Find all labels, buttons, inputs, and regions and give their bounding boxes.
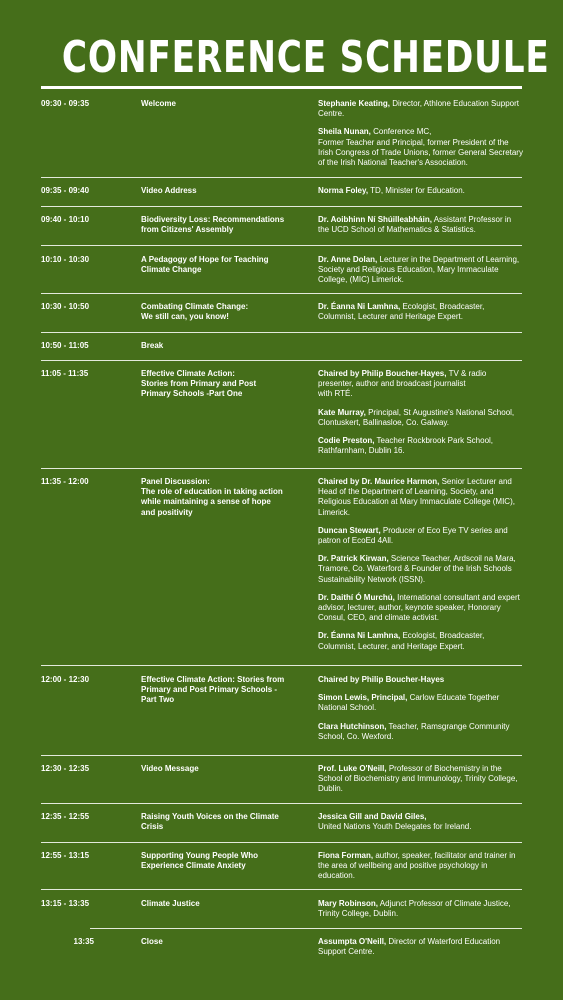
session-time: 11:35 - 12:00 — [41, 477, 89, 486]
speaker-entry — [318, 937, 523, 957]
speaker-entry — [318, 186, 523, 196]
session-title: Effective Climate Action: Stories from Primary and Post Primary Schools -Part One — [141, 369, 257, 399]
row-divider — [41, 206, 522, 207]
speaker-list — [318, 937, 523, 965]
speaker-name: Sheila Nunan, — [318, 127, 371, 137]
speaker-entry — [318, 127, 523, 168]
speaker-name: Jessica Gill and David Giles, — [318, 812, 427, 821]
session-title: Raising Youth Voices on the Climate Crisis — [141, 812, 279, 832]
speaker-entry — [318, 99, 523, 119]
speaker-name: Fiona Forman, — [318, 851, 374, 860]
speaker-list — [318, 812, 523, 840]
speaker-entry — [318, 436, 523, 456]
session-title: Panel Discussion: The role of education in taking action while maintaining a sense of hope and positivity — [141, 477, 283, 517]
speaker-detail: author, speaker, facilitator and trainer in the area of wellbeing and positive psychology in education. — [318, 851, 516, 881]
session-time: 12:35 - 12:55 — [41, 812, 90, 821]
speaker-entry — [318, 526, 523, 546]
speaker-list — [318, 215, 523, 243]
session-title: Climate Justice — [141, 899, 200, 908]
speaker-detail: Carlow Educate Together National School. — [318, 693, 500, 713]
speaker-entry — [318, 593, 523, 624]
session-title: Combating Climate Change: We still can, you know! — [141, 302, 249, 322]
speaker-name: Mary Robinson, — [318, 899, 379, 908]
speaker-entry — [318, 255, 523, 286]
speaker-entry — [318, 631, 523, 651]
speaker-entry — [318, 477, 523, 518]
row-divider — [41, 842, 522, 843]
session-time: 13:35 — [73, 937, 94, 946]
speaker-list — [318, 675, 523, 750]
session-title: Close — [141, 937, 163, 946]
session-title: Biodiversity Loss: Recommendations from Citizens' Assembly — [141, 215, 285, 235]
speaker-detail: Adjunct Professor of Climate Justice, Trinity College, Dublin. — [318, 899, 511, 919]
title-underline — [41, 86, 522, 89]
speaker-name: Kate Murray, — [318, 407, 366, 417]
session-time: 09:30 - 09:35 — [41, 99, 90, 108]
speaker-detail: Ecologist, Broadcaster, Columnist, Lecturer, and Heritage Expert. — [318, 631, 485, 651]
speaker-detail: Senior Lecturer and Head of the Department of Learning, Society, and Religious Education at Mary Immaculate College (MIC), Limerick. — [318, 477, 515, 517]
speaker-list — [318, 186, 523, 204]
speaker-detail: International consultant and expert advisor, lecturer, author, keynote speaker, Honorary Consul, CEO, and climate activist. — [318, 592, 520, 623]
speaker-list — [318, 302, 523, 330]
session-time: 10:50 - 11:05 — [41, 341, 89, 350]
speaker-detail: TV & radio presenter, author and broadcast journalist with RTÉ. — [318, 369, 487, 399]
speaker-name: Norma Foley, — [318, 186, 369, 195]
session-time: 12:30 - 12:35 — [41, 764, 90, 773]
speaker-name: Dr. Patrick Kirwan, — [318, 554, 389, 564]
row-divider — [41, 177, 522, 178]
row-divider — [41, 665, 522, 666]
speaker-name: Dr. Daithí Ó Murchú, — [318, 592, 395, 602]
speaker-entry — [318, 302, 523, 322]
session-title: Welcome — [141, 99, 176, 108]
page-title: CONFERENCE SCHEDULE — [61, 32, 550, 83]
session-title: Effective Climate Action: Stories from Primary and Post Primary Schools - Part Two — [141, 675, 285, 705]
speaker-detail: United Nations Youth Delegates for Ireland. — [318, 822, 472, 832]
speaker-detail: Lecturer in the Department of Learning, Society and Religious Education, Mary Immaculate College, (MIC) Limerick. — [318, 255, 520, 285]
session-time: 11:05 - 11:35 — [41, 369, 89, 378]
speaker-name: Stephanie Keating, — [318, 99, 391, 108]
speaker-entry — [318, 369, 523, 400]
speaker-entry — [318, 812, 523, 832]
speaker-list — [318, 899, 523, 927]
session-title: Video Message — [141, 764, 199, 773]
speaker-detail: Ecologist, Broadcaster, Columnist, Lecturer and Heritage Expert. — [318, 302, 485, 322]
speaker-name: Chaired by Philip Boucher-Hayes, — [318, 369, 447, 378]
speaker-list — [318, 99, 523, 176]
row-divider — [90, 928, 522, 929]
session-time: 12:55 - 13:15 — [41, 851, 90, 860]
session-title: Supporting Young People Who Experience Climate Anxiety — [141, 851, 259, 871]
speaker-detail: Conference MC, Former Teacher and Principal, former President of the Irish Congress of Trade Unions, former General Secretary of the Irish National Teacher's Association. — [318, 127, 523, 168]
session-time: 13:15 - 13:35 — [41, 899, 90, 908]
speaker-name: Dr. Anne Dolan, — [318, 255, 378, 264]
row-divider — [41, 245, 522, 246]
row-divider — [41, 360, 522, 361]
row-divider — [41, 803, 522, 804]
row-divider — [41, 889, 522, 890]
speaker-list — [318, 764, 523, 803]
speaker-detail: Director of Waterford Education Support Centre. — [318, 937, 501, 957]
row-divider — [41, 468, 522, 469]
speaker-name: Assumpta O'Neill, — [318, 937, 387, 946]
session-time: 09:40 - 10:10 — [41, 215, 90, 224]
speaker-detail: Director, Athlone Education Support Centre. — [318, 99, 519, 119]
speaker-entry — [318, 215, 523, 235]
speaker-name: Simon Lewis, Principal, — [318, 693, 408, 703]
session-title: A Pedagogy of Hope for Teaching Climate Change — [141, 255, 269, 275]
speaker-entry — [318, 408, 523, 428]
speaker-detail: Teacher, Ramsgrange Community School, Co. Wexford. — [318, 721, 510, 741]
speaker-entry — [318, 899, 523, 919]
speaker-name: Prof. Luke O'Neill, — [318, 764, 387, 773]
speaker-detail: Teacher Rockbrook Park School, Rathfarnham, Dublin 16. — [318, 436, 494, 456]
speaker-list — [318, 255, 523, 294]
speaker-entry — [318, 764, 523, 795]
session-time: 09:35 - 09:40 — [41, 186, 90, 195]
speaker-name: Chaired by Dr. Maurice Harmon, — [318, 477, 440, 486]
speaker-name: Dr. Éanna Ni Lamhna, — [318, 631, 401, 641]
speaker-list — [318, 851, 523, 890]
speaker-entry — [318, 554, 523, 585]
speaker-entry — [318, 722, 523, 742]
speaker-detail: Producer of Eco Eye TV series and patron of EcoEd 4All. — [318, 525, 508, 546]
session-time: 10:10 - 10:30 — [41, 255, 90, 264]
speaker-detail: Assistant Professor in the UCD School of Mathematics & Statistics. — [318, 215, 512, 235]
session-title: Break — [141, 341, 164, 350]
speaker-entry — [318, 851, 523, 882]
session-time: 12:00 - 12:30 — [41, 675, 90, 684]
speaker-detail: TD, Minister for Education. — [368, 186, 465, 195]
speaker-list — [318, 477, 523, 660]
speaker-detail: Science Teacher, Ardscoil na Mara, Tramore, Co. Waterford & Founder of the Irish Schools Sustainability Network (ISSN). — [318, 554, 516, 584]
speaker-list — [318, 369, 523, 464]
speaker-name: Dr. Éanna Ni Lamhna, — [318, 302, 401, 311]
speaker-name: Clara Hutchinson, — [318, 721, 387, 731]
speaker-name: Chaired by Philip Boucher-Hayes — [318, 675, 445, 684]
row-divider — [41, 332, 522, 333]
speaker-entry — [318, 693, 523, 713]
speaker-detail: Professor of Biochemistry in the School of Biochemistry and Immunology, Trinity College, Dublin. — [318, 764, 518, 794]
session-title: Video Address — [141, 186, 197, 195]
speaker-detail: Principal, St Augustine's National School, Clontuskert, Ballinasloe, Co. Galway. — [318, 407, 515, 427]
speaker-name: Duncan Stewart, — [318, 525, 381, 535]
row-divider — [41, 755, 522, 756]
session-time: 10:30 - 10:50 — [41, 302, 90, 311]
speaker-name: Codie Preston, — [318, 436, 375, 446]
row-divider — [41, 293, 522, 294]
speaker-entry — [318, 675, 523, 685]
speaker-name: Dr. Aoibhinn Ní Shúilleabháin, — [318, 215, 432, 224]
